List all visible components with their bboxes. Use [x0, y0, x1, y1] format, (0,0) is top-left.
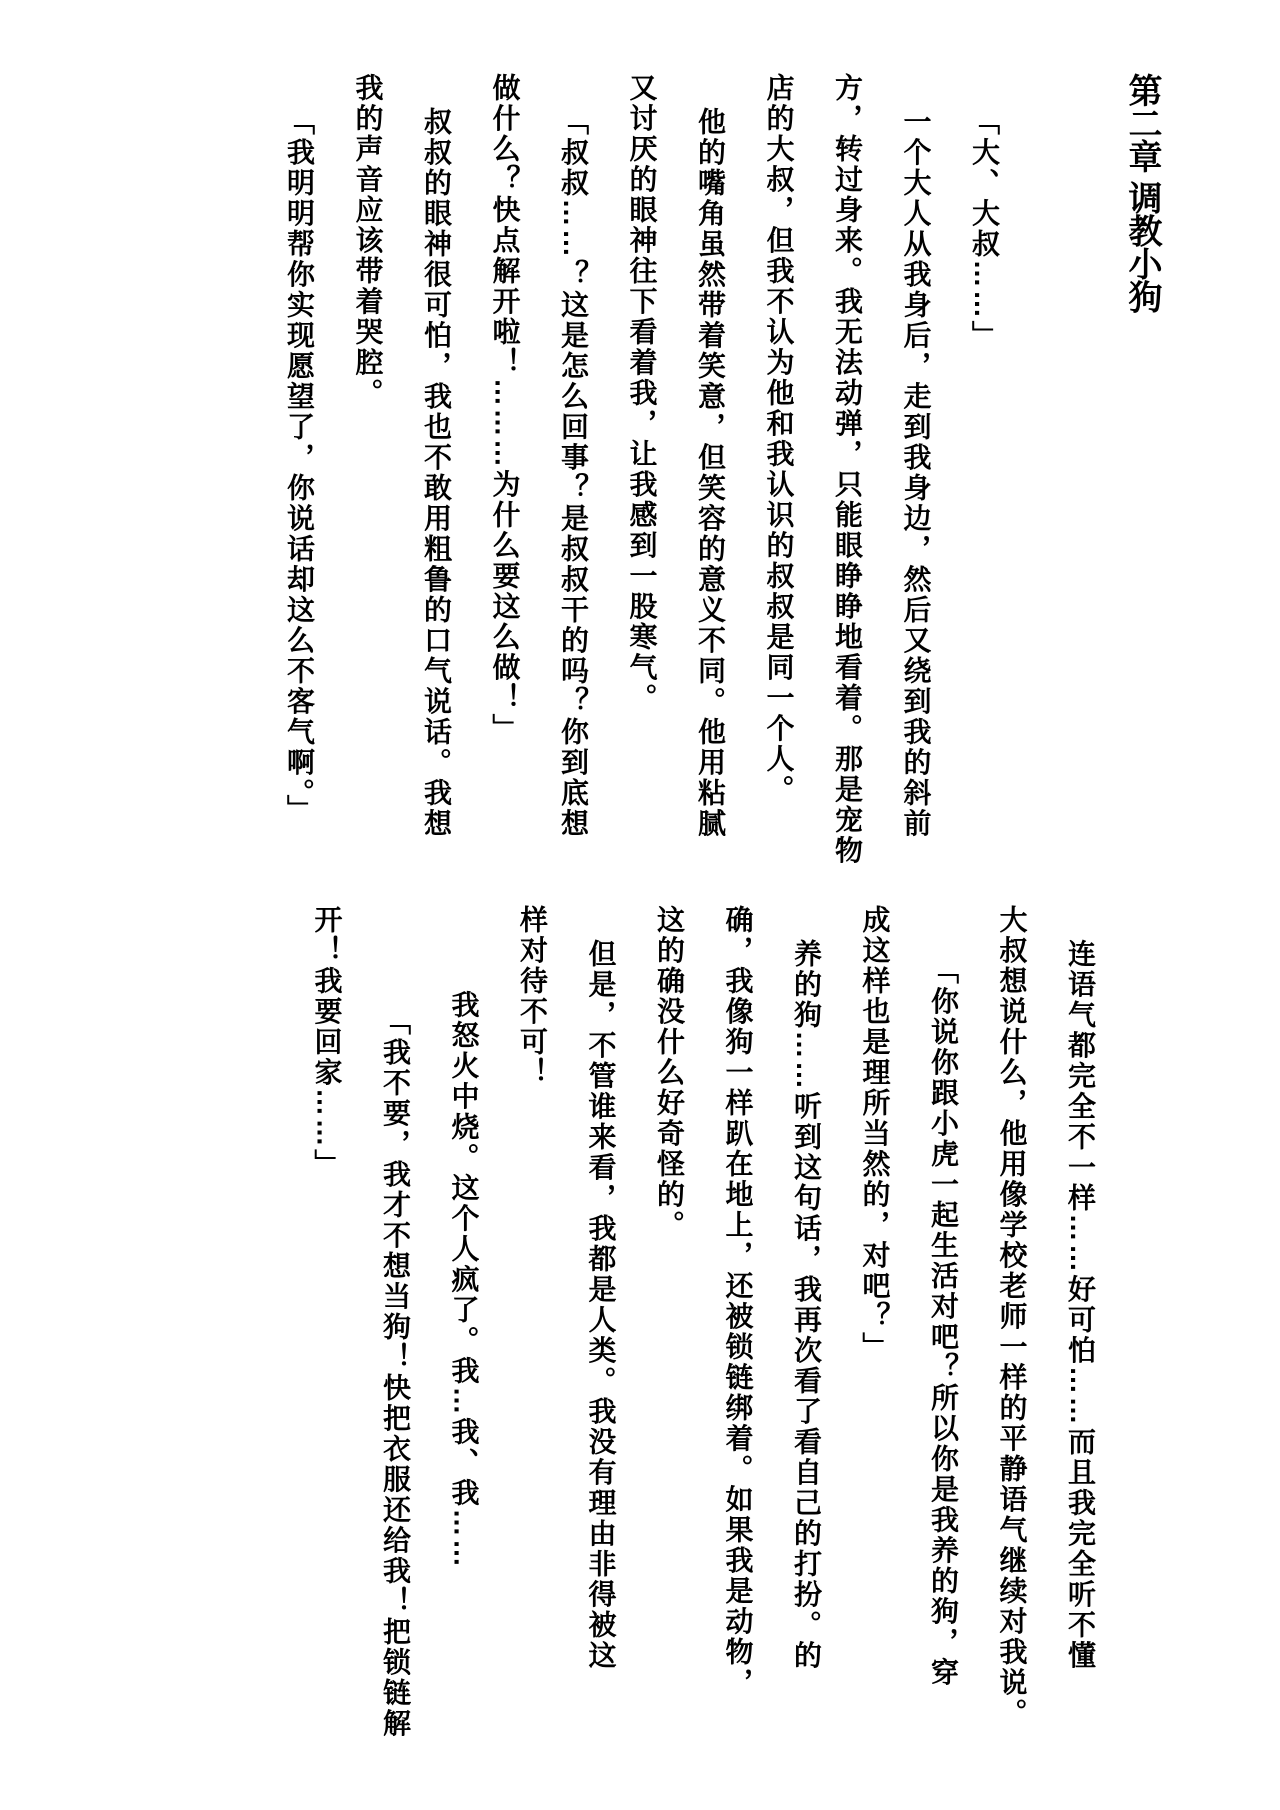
chapter-title: 第二章 调教小狗	[1123, 73, 1161, 313]
lower-text-block	[292, 905, 1114, 1750]
text-column-upper-11: 「我明明帮你实现愿望了，你说话却这么不客气啊。」	[284, 107, 315, 825]
text-column-upper-9: 叔叔的眼神很可怕，我也不敢用粗鲁的口气说话。我想	[421, 107, 452, 839]
text-column-upper-8: 做什么？快点解开啦！………为什么要这么做！」	[489, 73, 521, 744]
text-column-lower-11: 「我不要，我才不想当狗！快把衣服还给我！把锁链解	[380, 1007, 411, 1739]
upper-text-block	[265, 73, 1178, 918]
text-column-lower-12: 开！我要回家……」	[311, 905, 343, 1180]
text-column-lower-9: 样对待不可！	[517, 905, 548, 1088]
text-column-upper-2: 一个大人从我身后，走到我身边，然后又绕到我的斜前	[900, 107, 932, 839]
text-column-upper-6: 又讨厌的眼神往下看着我，让我感到一股寒气。	[626, 73, 658, 714]
text-column-lower-8: 但是，不管谁来看，我都是人类。我没有理由非得被这	[585, 939, 617, 1671]
text-column-lower-10: 我怒火中烧。这个人疯了。我…我、我……	[448, 990, 480, 1570]
text-column-upper-5: 他的嘴角虽然带着笑意，但笑容的意义不同。他用粘腻	[695, 107, 726, 839]
text-column-upper-10: 我的声音应该带着哭腔。	[352, 73, 384, 409]
text-column-lower-4: 成这样也是理所当然的，对吧？」	[859, 905, 891, 1363]
text-column-lower-7: 这的确没什么好奇怪的。	[654, 905, 685, 1241]
text-column-lower-2: 大叔想说什么，他用像学校老师一样的平静语气继续对我说。	[996, 905, 1028, 1729]
text-column-upper-3: 方，转过身来。我无法动弹，只能眼睁睁地看着。那是宠物	[832, 73, 863, 866]
text-column-lower-3: 「你说你跟小虎一起生活对吧？所以你是我养的狗，穿	[928, 956, 959, 1688]
text-column-upper-1: 「大、大叔……」	[969, 107, 1000, 351]
text-column-upper-4: 店的大叔，但我不认为他和我认识的叔叔是同一个人。	[763, 73, 795, 805]
text-column-lower-1: 连语气都完全不一样……好可怕……而且我完全听不懂	[1065, 939, 1096, 1671]
text-column-lower-5: 养的狗……听到这句话，我再次看了看自己的打扮。的	[791, 939, 822, 1671]
text-column-upper-7: 「叔叔……？这是怎么回事？是叔叔干的吗？你到底想	[558, 107, 589, 839]
text-column-lower-6: 确，我像狗一样趴在地上，还被锁链绑着。如果我是动物，	[722, 905, 754, 1698]
